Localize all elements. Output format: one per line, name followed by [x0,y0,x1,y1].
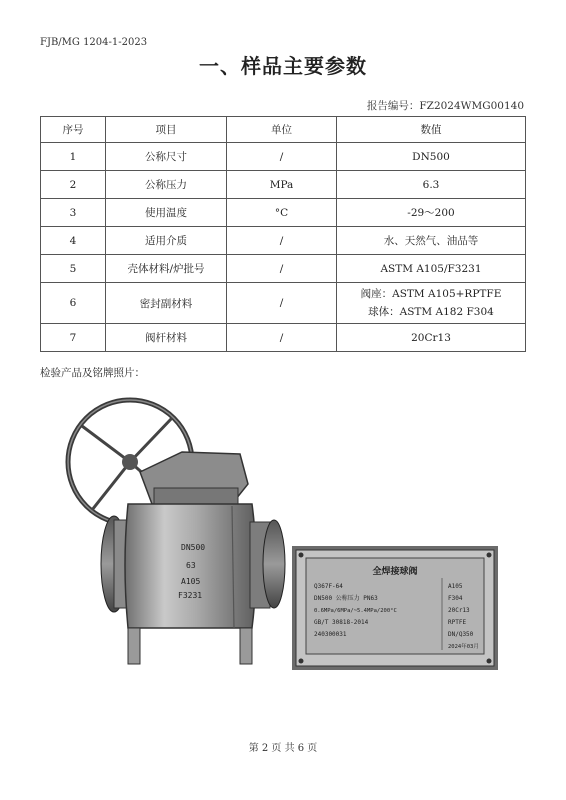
page-footer: 第 2 页 共 6 页 [248,743,318,754]
header-item: 项目 [106,117,227,143]
row-unit: °C [227,199,337,227]
row-item: 公称尺寸 [106,143,227,171]
nameplate-photo [292,546,498,670]
valve-marking-material: A105 [181,577,201,586]
row-unit: / [227,143,337,171]
ball-valve-image [62,392,298,670]
row-unit: MPa [227,171,337,199]
nameplate-right: RPTFE [448,619,467,626]
row-no: 5 [41,255,106,283]
row-value: 20Cr13 [337,324,526,352]
nameplate-line: 240300031 [314,631,347,638]
row-no: 4 [41,227,106,255]
valve-marking-heat: F3231 [178,591,203,600]
nameplate-image [292,546,498,670]
row-unit: / [227,255,337,283]
header-no: 序号 [41,117,106,143]
table-row [41,143,526,171]
nameplate-right: DN/Q350 [448,631,474,638]
report-number: 报告编号：FZ2024WMG00140 [366,100,524,112]
nameplate-line: 0.6MPa/6MPa/~5.4MPa/200°C [314,608,397,614]
row-unit: / [227,283,337,324]
header-unit: 单位 [227,117,337,143]
row-value: -29～200 [337,199,526,227]
table-row [41,255,526,283]
nameplate-right: A105 [448,583,463,590]
row-no: 2 [41,171,106,199]
table-row [41,283,526,324]
row-value: ASTM A105/F3231 [337,255,526,283]
nameplate-right: F304 [448,595,463,602]
nameplate-right: 2024年03月 [448,644,479,650]
row-value: 水、天然气、油品等 [337,227,526,255]
nameplate-line: DN500 公称压力 PN63 [314,595,378,602]
row-value [337,283,526,324]
row-item: 密封副材料 [106,283,227,324]
parameters-table [40,116,526,352]
page-title: 一、样品主要参数 [199,54,367,78]
valve-marking-pressure: 63 [186,561,196,570]
table-row [41,199,526,227]
row-item: 阀杆材料 [106,324,227,352]
row-no: 3 [41,199,106,227]
row-value: 6.3 [337,171,526,199]
nameplate-line: GB/T 30818-2014 [314,619,369,626]
row-no: 1 [41,143,106,171]
row-no: 6 [41,283,106,324]
ball-material: 球体：ASTM A182 F304 [368,306,494,318]
row-unit: / [227,227,337,255]
row-item: 适用介质 [106,227,227,255]
seat-material: 阀座：ASTM A105+RPTFE [360,288,502,300]
table-row [41,227,526,255]
row-item: 公称压力 [106,171,227,199]
photos-label: 检验产品及铭牌照片： [40,367,145,379]
table-row [41,324,526,352]
row-value: DN500 [337,143,526,171]
row-no: 7 [41,324,106,352]
nameplate-line: Q367F-64 [314,583,343,590]
table-header-row [41,117,526,143]
nameplate-title: 全焊接球阀 [372,567,418,577]
row-item: 壳体材料/炉批号 [106,255,227,283]
valve-photo [62,392,298,670]
row-item: 使用温度 [106,199,227,227]
table-row [41,171,526,199]
row-unit: / [227,324,337,352]
doc-code: FJB/MG 1204-1-2023 [40,37,148,48]
header-value: 数值 [337,117,526,143]
nameplate-right: 20Cr13 [448,607,470,614]
valve-marking-dn: DN500 [181,543,206,552]
